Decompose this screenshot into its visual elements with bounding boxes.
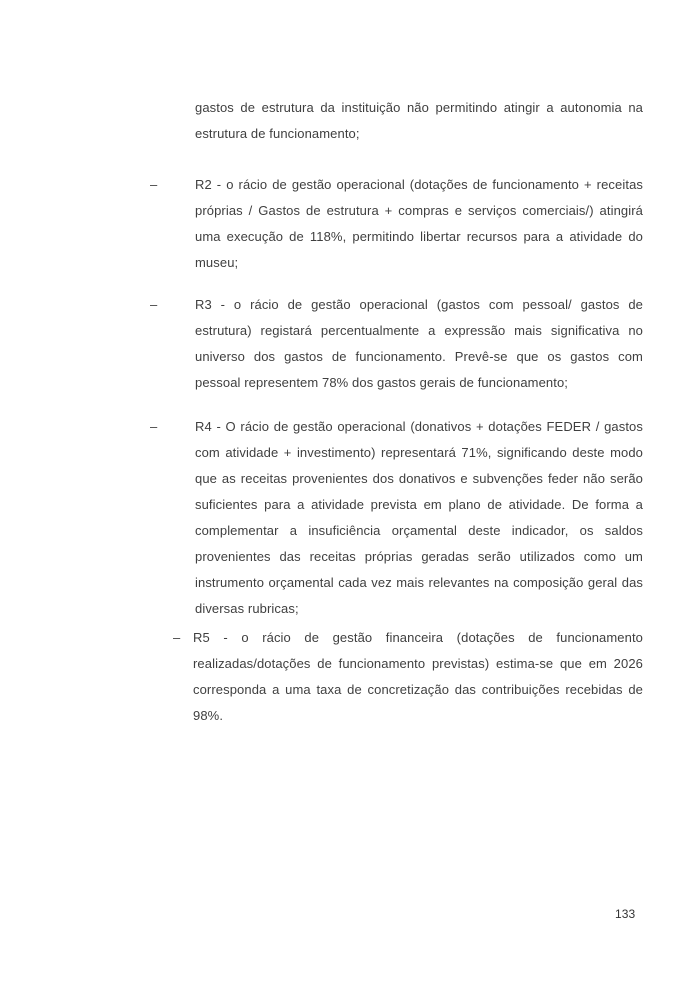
bullet-text-r3: R3 - o rácio de gestão operacional (gastos com pessoal/ gastos de estrutura) registará percentualmente a expressão mais significativa no universo dos gastos de funcionamento. Prevê-se que os gastos com pessoal representem 78% dos gastos gerais de funcionamento; bbox=[195, 297, 643, 390]
bullet-dash-icon: – bbox=[150, 419, 158, 434]
page-number: 133 bbox=[615, 907, 636, 921]
bullet-item-r2 bbox=[150, 172, 643, 276]
bullet-item-r4 bbox=[150, 414, 643, 622]
bullet-dash-icon: – bbox=[150, 177, 158, 192]
bullet-text-r2: R2 - o rácio de gestão operacional (dotações de funcionamento + receitas próprias / Gastos de estrutura + compras e serviços comerciais/) atingirá uma execução de 118%, permitindo libertar recursos para a atividade do museu; bbox=[195, 177, 643, 270]
bullet-text-r5: R5 - o rácio de gestão financeira (dotações de funcionamento realizadas/dotações de funcionamento previstas) estima-se que em 2026 corresponda a uma taxa de concretização das contribuições recebidas de 98%. bbox=[193, 630, 643, 723]
bullet-dash-icon: – bbox=[150, 297, 158, 312]
bullet-dash-icon: – bbox=[173, 630, 181, 645]
bullet-text-r4: R4 - O rácio de gestão operacional (donativos + dotações FEDER / gastos com atividade + investimento) representará 71%, significando deste modo que as receitas provenientes dos donativos e subvenções feder não serão suficientes para a atividade prevista em plano de atividade. De forma a complementar a insuficiência orçamental deste indicador, os saldos provenientes das receitas próprias geradas serão utilizados como um instrumento orçamental cada vez mais relevantes na composição geral das diversas rubricas; bbox=[195, 419, 643, 616]
bullet-item-r3 bbox=[150, 292, 643, 396]
intro-paragraph: gastos de estrutura da instituição não permitindo atingir a autonomia na estrutura de funcionamento; bbox=[195, 100, 643, 141]
bullet-item-r5 bbox=[173, 625, 643, 729]
